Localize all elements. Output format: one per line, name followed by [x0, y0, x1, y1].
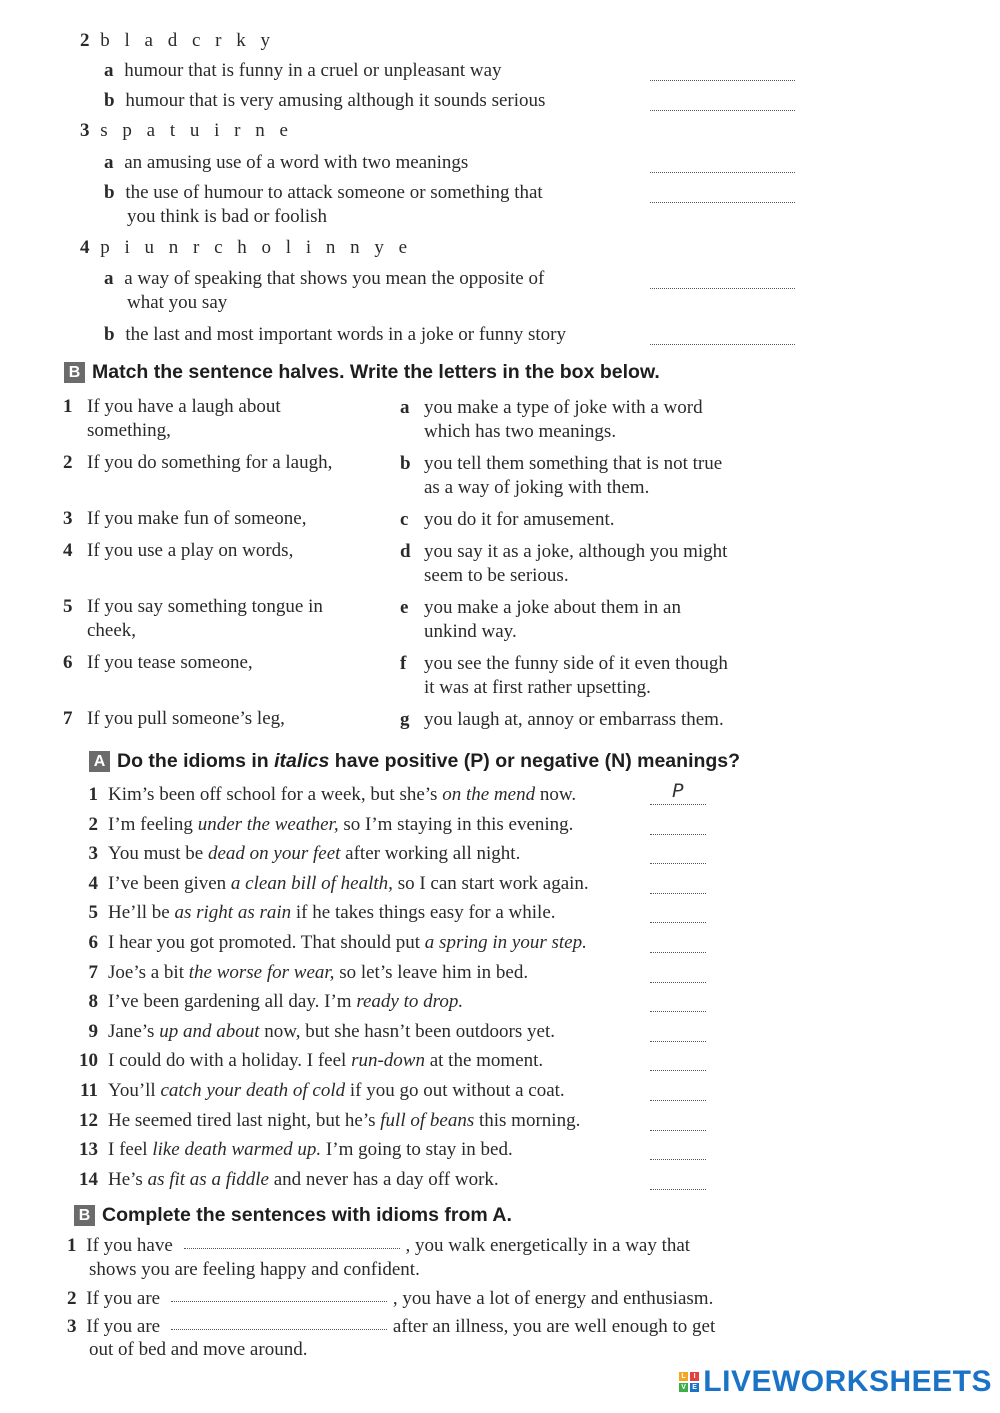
match-left-item [63, 595, 323, 641]
section-title-part1: Do the idioms in [117, 750, 275, 772]
definition-4a-line2: what you say [127, 292, 228, 313]
match-right-line: as a way of joking with them. [424, 477, 650, 498]
item-2-scramble [80, 29, 275, 53]
item-4-scramble [80, 236, 412, 260]
pn-answer-9[interactable] [650, 1021, 706, 1042]
item-number: 2 [88, 813, 98, 835]
item-number: 5 [88, 902, 98, 924]
item-letter: e [400, 597, 409, 618]
blank-1-input[interactable] [184, 1239, 400, 1253]
item-letter: f [400, 653, 407, 674]
item-number: 3 [88, 843, 98, 865]
item-number: 4 [63, 540, 73, 561]
idiom-italic: a clean bill of health, [230, 872, 393, 894]
match-right-item [400, 652, 728, 698]
section-b-complete-heading [74, 1204, 512, 1227]
liveworksheets-logo-icon: L I V E [681, 1373, 698, 1391]
pn-answer-input[interactable] [650, 843, 706, 861]
idiom-sentence: 2 I’m feeling under the weather, so I’m staying in this evening. [76, 813, 573, 837]
answer-2a[interactable] [650, 60, 795, 81]
pn-answer-2[interactable] [650, 814, 706, 835]
match-left-line: something, [87, 420, 171, 441]
answer-3a-input[interactable] [650, 152, 795, 170]
answer-3b-input[interactable] [650, 182, 795, 200]
match-left-line: If you make fun of someone, [87, 508, 307, 529]
match-right-line: it was at first rather upsetting. [424, 677, 651, 698]
scrambled-letters: b l a d c r k y [100, 30, 275, 51]
section-b-match-heading [64, 361, 660, 384]
pn-answer-14[interactable] [650, 1169, 706, 1190]
item-number: 5 [63, 596, 73, 617]
section-title: Complete the sentences with idioms from A. [102, 1204, 512, 1226]
item-number: 2 [63, 452, 73, 473]
idiom-italic: ready to drop. [356, 991, 464, 1013]
liveworksheets-logo [679, 1365, 992, 1399]
match-right-item [400, 708, 724, 732]
pn-answer-input[interactable] [650, 902, 706, 920]
match-left-line: If you have a laugh about [87, 396, 281, 417]
idiom-sentence: 14 He’s as fit as a fiddle and never has a day off work. [76, 1168, 499, 1192]
match-left-line: cheek, [87, 620, 137, 641]
pn-answer-input[interactable] [650, 1021, 706, 1039]
blank-3-input[interactable] [171, 1320, 387, 1334]
blank-2-input[interactable] [171, 1292, 387, 1306]
match-left-line: If you say something tongue in [87, 596, 323, 617]
item-number: 6 [88, 932, 98, 953]
blank-2[interactable] [171, 1287, 387, 1302]
match-left-item [63, 395, 281, 441]
idiom-italic: as fit as a fiddle [147, 1168, 269, 1190]
idiom-italic: as right as rain [174, 902, 292, 924]
match-right-line: you make a joke about them in an [424, 597, 681, 618]
match-right-item [400, 596, 681, 642]
item-letter: c [400, 509, 409, 530]
item-number: 7 [63, 708, 73, 729]
pn-answer-input[interactable] [650, 1139, 706, 1157]
section-a-idioms-heading [89, 750, 740, 773]
pn-answer-7[interactable] [650, 962, 706, 983]
answer-3a[interactable] [650, 152, 795, 173]
item-number: 3 [63, 508, 73, 529]
blank-3[interactable] [171, 1315, 387, 1330]
item-number: 4 [80, 237, 90, 258]
definition-4b: b the last and most important words in a joke or funny story [104, 324, 566, 345]
item-number: 4 [88, 872, 98, 894]
definition-2a: a humour that is funny in a cruel or unpleasant way [104, 60, 502, 81]
section-title: Match the sentence halves. Write the letters in the box below. [92, 361, 660, 383]
match-left-line: If you use a play on words, [87, 540, 294, 561]
match-left-item [63, 651, 253, 675]
answer-2a-input[interactable] [650, 60, 795, 78]
pn-answer-input[interactable] [650, 991, 706, 1009]
idiom-italic: up and about [159, 1020, 260, 1042]
idiom-sentence: 10 I could do with a holiday. I feel run-down at the moment. [76, 1049, 543, 1073]
match-left-item [63, 507, 307, 531]
idiom-sentence: 6 I hear you got promoted. That should put a spring in your step. [76, 931, 587, 955]
match-right-line: you see the funny side of it even though [424, 653, 728, 674]
match-left-item [63, 539, 294, 563]
pn-answer-input[interactable] [650, 962, 706, 980]
item-number: 7 [88, 961, 98, 983]
item-number: 13 [79, 1139, 98, 1161]
item-letter: a [400, 397, 410, 418]
section-badge: A [89, 751, 110, 772]
item-number: 14 [79, 1168, 98, 1190]
complete-sentence-1: 1 If you have , you walk energetically in a way that [67, 1235, 691, 1256]
pn-answer-11[interactable] [650, 1080, 706, 1101]
answer-3b[interactable] [650, 182, 795, 203]
idiom-sentence: 4 I’ve been given a clean bill of health, so I can start work again. [76, 872, 589, 896]
idiom-sentence: 7 Joe’s a bit the worse for wear, so let’s leave him in bed. [76, 961, 528, 985]
match-right-line: which has two meanings. [424, 421, 617, 442]
item-letter: d [400, 541, 411, 562]
match-left-line: If you pull someone’s leg, [87, 708, 285, 729]
pn-answer-10[interactable] [650, 1050, 706, 1071]
item-number: 8 [88, 991, 98, 1013]
match-right-item [400, 452, 723, 498]
answer-4a-input[interactable] [650, 268, 795, 286]
section-badge: B [74, 1205, 95, 1226]
answer-2b[interactable] [650, 90, 795, 111]
idiom-sentence: 9 Jane’s up and about now, but she hasn’t been outdoors yet. [76, 1020, 555, 1044]
pn-answer-13[interactable] [650, 1139, 706, 1160]
match-left-line: If you tease someone, [87, 652, 253, 673]
pn-answer-input[interactable] [650, 932, 706, 950]
definition-3b-line2: you think is bad or foolish [127, 206, 328, 227]
complete-sentence-1-line2: shows you are feeling happy and confident. [89, 1259, 420, 1280]
example-answer-handwritten: P [672, 780, 684, 802]
answer-4a[interactable] [650, 268, 795, 289]
definition-3a: a an amusing use of a word with two meanings [104, 152, 469, 173]
item-letter: b [400, 453, 411, 474]
item-number: 11 [80, 1080, 98, 1101]
item-number: 3 [80, 120, 90, 141]
pn-answer-input[interactable] [650, 1080, 706, 1098]
match-left-line: If you do something for a laugh, [87, 452, 333, 473]
idiom-italic: run-down [351, 1050, 425, 1072]
match-right-item [400, 508, 615, 532]
match-right-line: you make a type of joke with a word [424, 397, 703, 418]
item-number: 1 [63, 396, 73, 417]
pn-answer-6[interactable] [650, 932, 706, 953]
pn-answer-3[interactable] [650, 843, 706, 864]
logo-text: LIVEWORKSHEETS [703, 1365, 992, 1398]
idiom-italic: dead on your feet [207, 843, 341, 865]
pn-answer-4[interactable] [650, 873, 706, 894]
item-number: 2 [80, 30, 90, 51]
item-number: 10 [79, 1050, 98, 1072]
idiom-italic: catch your death of cold [160, 1080, 346, 1101]
match-right-line: you tell them something that is not true [424, 453, 723, 474]
idiom-italic: a spring in your step. [424, 932, 587, 953]
pn-answer-8[interactable] [650, 991, 706, 1012]
section-badge: B [64, 362, 85, 383]
pn-answer-input[interactable] [650, 1110, 706, 1128]
idiom-sentence: 11 You’ll catch your death of cold if you go out without a coat. [76, 1079, 565, 1103]
match-left-item [63, 707, 285, 731]
idiom-sentence: 12 He seemed tired last night, but he’s full of beans this morning. [76, 1109, 580, 1133]
item-number: 1 [88, 784, 98, 805]
match-right-line: seem to be serious. [424, 565, 569, 586]
item-3-scramble [80, 119, 293, 143]
definition-3b: b the use of humour to attack someone or something that [104, 182, 543, 203]
match-right-line: you do it for amusement. [424, 509, 615, 530]
pn-answer-input[interactable] [650, 1050, 706, 1068]
complete-sentence-2: 2 If you are , you have a lot of energy and enthusiasm. [67, 1288, 714, 1309]
match-right-line: unkind way. [424, 621, 517, 642]
item-number: 12 [79, 1109, 98, 1131]
idiom-italic: the worse for wear, [188, 961, 335, 983]
complete-sentence-3-line2: out of bed and move around. [89, 1339, 308, 1360]
scrambled-letters: p i u n r c h o l i n n y e [100, 237, 413, 258]
idiom-sentence: 8 I’ve been gardening all day. I’m ready to drop. [76, 990, 463, 1014]
item-number: 9 [88, 1020, 98, 1042]
section-title-part2: have positive (P) or negative (N) meanings? [329, 750, 741, 772]
idiom-italic: like death warmed up. [152, 1139, 322, 1161]
match-right-line: you laugh at, annoy or embarrass them. [424, 709, 724, 730]
idiom-sentence: 13 I feel like death warmed up. I’m going to stay in bed. [76, 1138, 513, 1162]
match-left-item [63, 451, 333, 475]
idiom-sentence: 3 You must be dead on your feet after working all night. [76, 842, 520, 866]
pn-answer-12[interactable] [650, 1110, 706, 1131]
definition-2b: b humour that is very amusing although it sounds serious [104, 90, 546, 111]
answer-2b-input[interactable] [650, 90, 795, 108]
blank-1[interactable] [184, 1234, 400, 1249]
pn-answer-input[interactable] [650, 873, 706, 891]
idiom-sentence: 5 He’ll be as right as rain if he takes things easy for a while. [76, 901, 556, 925]
scrambled-letters: s p a t u i r n e [100, 120, 293, 141]
answer-4b-input[interactable] [650, 324, 795, 342]
idiom-italic: on the mend [442, 784, 536, 805]
pn-answer-input[interactable] [650, 1169, 706, 1187]
pn-answer-input[interactable] [650, 814, 706, 832]
idiom-italic: full of beans [380, 1109, 475, 1131]
idiom-sentence: 1 Kim’s been off school for a week, but she’s on the mend now. [76, 783, 576, 807]
match-right-line: you say it as a joke, although you might [424, 541, 728, 562]
pn-answer-5[interactable] [650, 902, 706, 923]
item-letter: g [400, 709, 410, 730]
answer-4b[interactable] [650, 324, 795, 345]
section-title-italic: italics [274, 750, 330, 772]
item-number: 6 [63, 652, 73, 673]
definition-4a: a a way of speaking that shows you mean the opposite of [104, 268, 545, 289]
complete-sentence-3: 3 If you are after an illness, you are well enough to get [67, 1316, 716, 1337]
idiom-italic: under the weather, [197, 813, 339, 835]
match-right-item [400, 396, 703, 442]
match-right-item [400, 540, 728, 586]
